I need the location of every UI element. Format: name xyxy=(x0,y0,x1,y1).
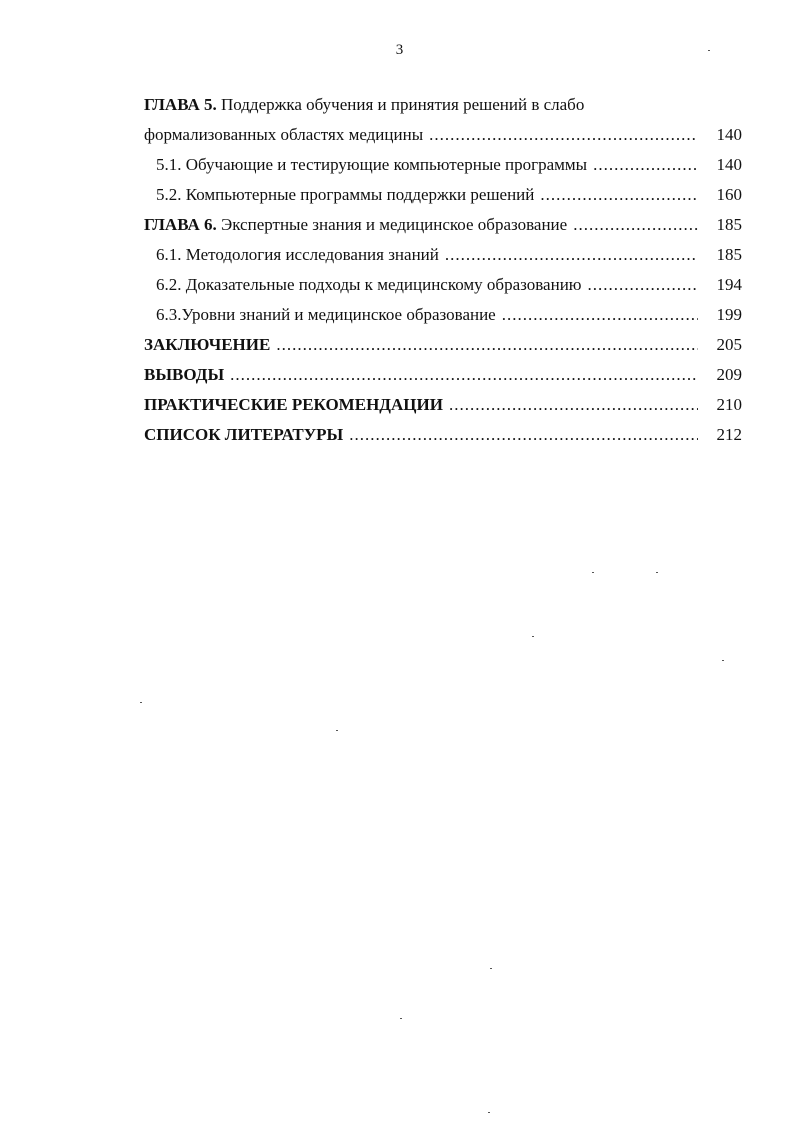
toc-leader-dots xyxy=(230,360,698,390)
toc-leader-dots xyxy=(449,390,698,420)
toc-chapter-5-title-line2: формализованных областях медицины xyxy=(144,125,424,144)
toc-page-number: 185 xyxy=(716,215,742,234)
toc-page-number: 209 xyxy=(716,365,742,384)
toc-page-number: 185 xyxy=(716,245,742,264)
scan-speck xyxy=(490,968,492,969)
toc-chapter-6-title: Экспертные знания и медицинское образование xyxy=(216,215,568,234)
scan-speck xyxy=(656,572,658,573)
toc-leader-dots xyxy=(593,150,698,180)
toc-leader-dots xyxy=(276,330,698,360)
page-number: 3 xyxy=(395,42,404,58)
toc-chapter-5-heading xyxy=(144,90,744,120)
toc-section-label: ПРАКТИЧЕСКИЕ РЕКОМЕНДАЦИИ xyxy=(144,395,443,414)
toc-chapter-6-prefix: ГЛАВА 6. xyxy=(144,215,217,234)
toc-page-number: 140 xyxy=(716,155,742,174)
toc-item-label: 5.2. Компьютерные программы поддержки решений xyxy=(156,185,535,204)
scan-speck xyxy=(140,702,142,703)
toc-leader-dots xyxy=(445,240,698,270)
toc-recommendations[interactable] xyxy=(144,390,744,420)
toc-leader-dots xyxy=(540,180,698,210)
toc-item-6-1[interactable] xyxy=(144,240,744,270)
toc-item-5-1[interactable] xyxy=(144,150,744,180)
toc-page-number: 210 xyxy=(716,395,742,414)
toc-item-label: 6.3.Уровни знаний и медицинское образование xyxy=(156,305,496,324)
toc-leader-dots xyxy=(429,120,698,150)
toc-leader-dots xyxy=(588,270,699,300)
toc-item-5-2[interactable] xyxy=(144,180,744,210)
toc-references[interactable] xyxy=(144,420,744,450)
toc-page-number: 199 xyxy=(716,305,742,324)
toc-page-number: 140 xyxy=(716,125,742,144)
scan-speck xyxy=(722,660,724,661)
toc-page-number: 212 xyxy=(716,425,742,444)
toc-item-label: 6.2. Доказательные подходы к медицинскому образованию xyxy=(156,275,582,294)
scan-speck xyxy=(488,1112,490,1113)
toc-leader-dots xyxy=(573,210,698,240)
toc-section-label: ВЫВОДЫ xyxy=(144,365,225,384)
toc-chapter-5-entry[interactable] xyxy=(144,120,744,150)
toc-conclusion[interactable] xyxy=(144,330,744,360)
toc-section-label: СПИСОК ЛИТЕРАТУРЫ xyxy=(144,425,344,444)
toc-item-label: 5.1. Обучающие и тестирующие компьютерные программы xyxy=(156,155,588,174)
toc-item-6-3[interactable] xyxy=(144,300,744,330)
scan-speck xyxy=(708,50,710,51)
toc-chapter-5-prefix: ГЛАВА 5. xyxy=(144,95,217,114)
scan-speck xyxy=(336,730,338,731)
toc-leader-dots xyxy=(502,300,698,330)
toc-item-6-2[interactable] xyxy=(144,270,744,300)
toc-page-number: 160 xyxy=(716,185,742,204)
toc-chapter-6-entry[interactable] xyxy=(144,210,744,240)
toc-leader-dots xyxy=(349,420,698,450)
toc-findings[interactable] xyxy=(144,360,744,390)
table-of-contents xyxy=(144,90,744,450)
toc-item-label: 6.1. Методология исследования знаний xyxy=(156,245,439,264)
scan-speck xyxy=(400,1018,402,1019)
toc-page-number: 205 xyxy=(716,335,742,354)
scan-speck xyxy=(532,636,534,637)
toc-chapter-6-label xyxy=(144,210,567,240)
toc-chapter-5-title-line1: Поддержка обучения и принятия решений в слабо xyxy=(216,95,585,114)
toc-section-label: ЗАКЛЮЧЕНИЕ xyxy=(144,335,271,354)
toc-page-number: 194 xyxy=(716,275,742,294)
scan-speck xyxy=(592,572,594,573)
